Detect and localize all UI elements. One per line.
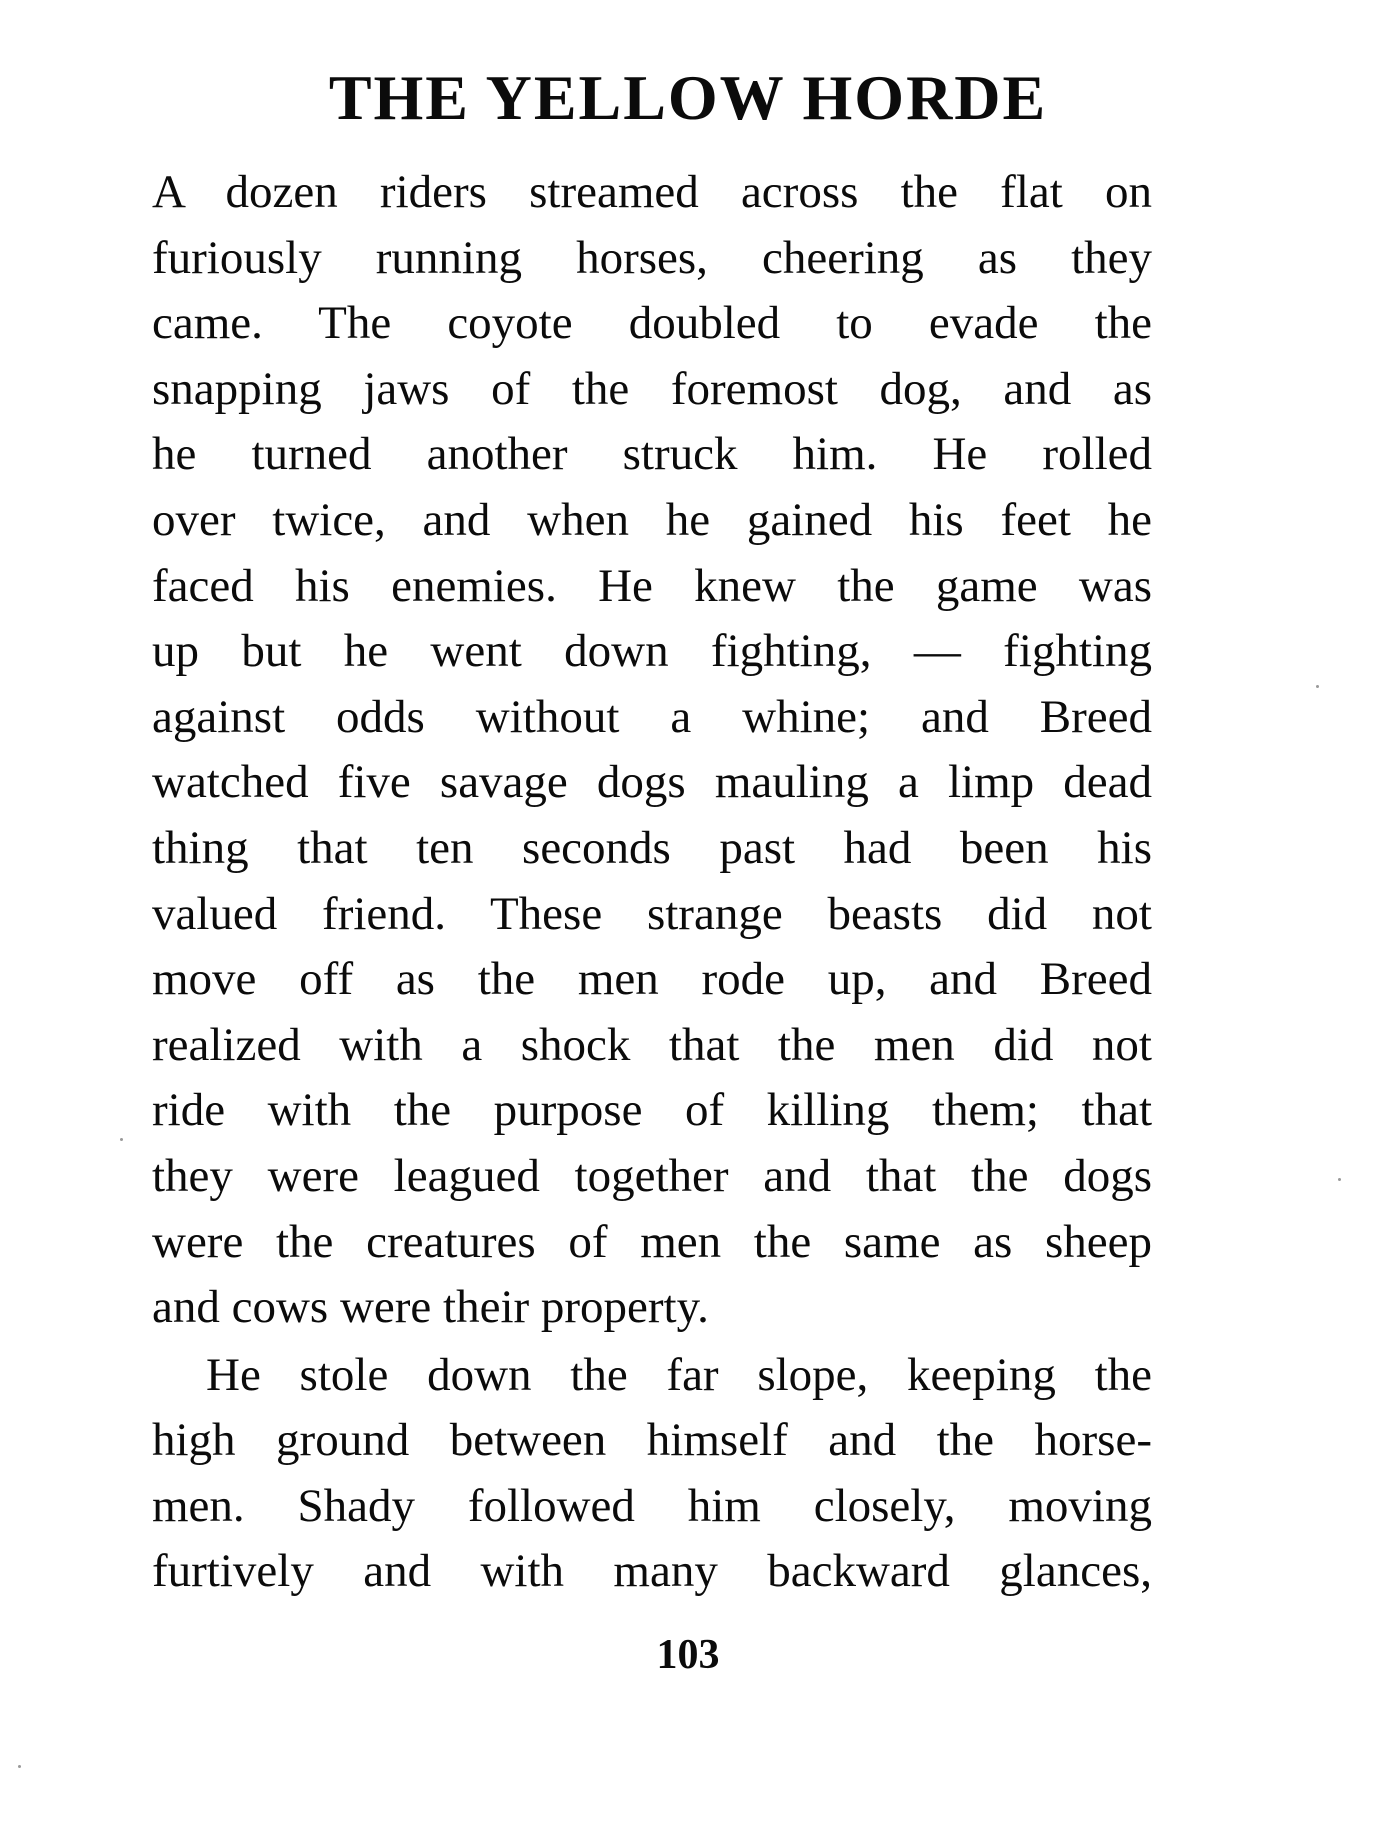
paragraph-1 xyxy=(152,160,1152,1341)
scan-speck xyxy=(1338,1178,1341,1181)
text-line: high ground between himself and the horse- xyxy=(152,1414,1152,1467)
scan-speck xyxy=(18,1765,21,1768)
text-line: came. The coyote doubled to evade the xyxy=(152,297,1152,350)
text-line: snapping jaws of the foremost dog, and as xyxy=(152,362,1152,415)
body-text xyxy=(152,160,1152,1605)
text-line: realized with a shock that the men did not xyxy=(152,1018,1152,1071)
text-line: move off as the men rode up, and Breed xyxy=(152,953,1152,1006)
text-line: furtively and with many backward glances, xyxy=(152,1545,1152,1598)
text-line: thing that ten seconds past had been his xyxy=(152,821,1152,874)
text-line: watched five savage dogs mauling a limp dead xyxy=(152,756,1152,809)
text-line: over twice, and when he gained his feet he xyxy=(152,493,1152,546)
text-line: were the creatures of men the same as sheep xyxy=(152,1215,1152,1268)
text-line: faced his enemies. He knew the game was xyxy=(152,559,1152,612)
text-line: he turned another struck him. He rolled xyxy=(152,428,1152,481)
scan-speck xyxy=(120,1138,123,1141)
text-line: they were leagued together and that the dogs xyxy=(152,1149,1152,1202)
text-line: and cows were their property. xyxy=(152,1281,709,1334)
paragraph-2 xyxy=(152,1343,1152,1605)
scan-speck xyxy=(1316,685,1319,688)
text-line: ride with the purpose of killing them; that xyxy=(152,1084,1152,1137)
text-line: A dozen riders streamed across the flat on xyxy=(152,166,1152,218)
text-line: valued friend. These strange beasts did not xyxy=(152,887,1152,940)
running-title: THE YELLOW HORDE xyxy=(328,62,1048,133)
text-line: against odds without a whine; and Breed xyxy=(152,690,1152,743)
text-line: men. Shady followed him closely, moving xyxy=(152,1479,1152,1532)
text-line: He stole down the far slope, keeping the xyxy=(206,1348,1152,1401)
text-line: up but he went down fighting, — fighting xyxy=(152,625,1152,678)
text-line: furiously running horses, cheering as they xyxy=(152,231,1152,284)
page-number: 103 xyxy=(656,1632,720,1678)
